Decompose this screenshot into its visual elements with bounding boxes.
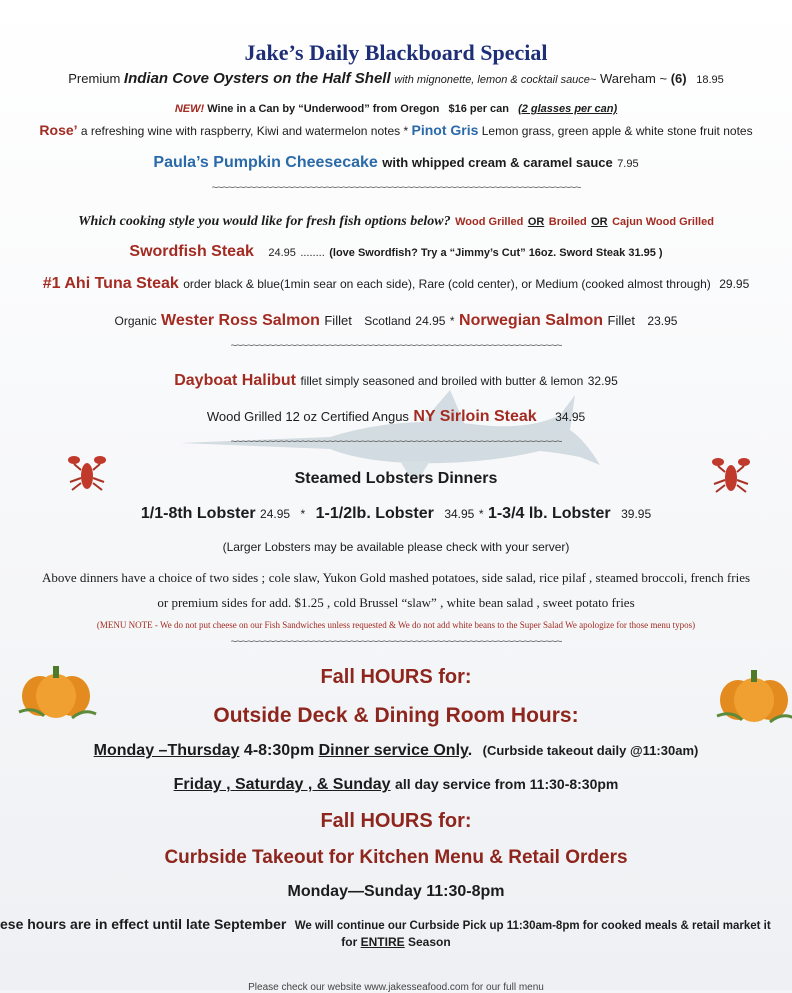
sirloin-price: 34.95: [555, 410, 586, 424]
lobster-heading: Steamed Lobsters Dinners: [294, 470, 498, 487]
fall-hours-heading-1: Fall HOURS for:: [320, 666, 472, 688]
cooking-line: [0, 212, 792, 230]
season-line: [0, 935, 792, 949]
halibut-desc: fillet simply seasoned and broiled with butter & lemon: [300, 374, 584, 388]
mon-sun-hours: Monday—Sunday 11:30-8pm: [287, 883, 505, 900]
salmon-suffix-2: Fillet: [607, 313, 635, 328]
lobster-1-price: 24.95: [260, 507, 291, 521]
oysters-price: 18.95: [696, 74, 724, 86]
lobster-3-price: 39.95: [621, 507, 652, 521]
divider: ~~~~~~~~~~~~~~~~~~~~~~~~~~~~~~~~~~~~~~~~~~~~~~~~~~~~~~~~~~~~~~~~~~~~: [211, 182, 581, 194]
salmon-price-1: 24.95: [415, 314, 446, 328]
salmon-name-2: Norwegian Salmon: [459, 312, 604, 329]
ahi-name: #1 Ahi Tuna Steak: [42, 275, 179, 292]
cooking-question: Which cooking style you would like for fresh fish options below?: [78, 214, 451, 229]
dinner-only-period: .: [467, 742, 473, 759]
oysters-name: Indian Cove Oysters on the Half Shell: [123, 70, 391, 87]
salmon-price-2: 23.95: [647, 314, 678, 328]
cheesecake-line: [0, 154, 792, 172]
lobster-note: (Larger Lobsters may be available please check with your server): [222, 540, 570, 554]
halibut-price: 32.95: [587, 374, 618, 388]
swordfish-price: 24.95: [268, 247, 296, 259]
effect-lead: ese hours are in effect until late September: [0, 916, 287, 932]
oysters-line: [0, 70, 792, 87]
rose-desc: a refreshing wine with raspberry, Kiwi and watermelon notes: [80, 124, 401, 138]
salmon-origin-1: Scotland: [364, 314, 411, 328]
lobster-prices-line: [0, 505, 792, 523]
cooking-opt-broiled: Broiled: [548, 216, 587, 228]
cheesecake-price: 7.95: [617, 158, 639, 170]
swordfish-promo: (love Swordfish? Try a “Jimmy’s Cut” 16oz. Sword Steak 31.95 ): [329, 247, 663, 259]
sides-line-2: [0, 595, 792, 611]
season-pre: for: [341, 935, 358, 949]
lobster-2-price: 34.95: [444, 507, 475, 521]
wines-line: [0, 122, 792, 138]
wine-can-line: [0, 103, 792, 115]
fall-hours-heading-2: Fall HOURS for:: [320, 810, 472, 832]
curbside-heading: Curbside Takeout for Kitchen Menu & Retail Orders: [164, 847, 628, 868]
oysters-count: (6): [670, 71, 687, 86]
sides-lead-2: or premium sides for add. $1.25 ,: [157, 595, 331, 610]
swordfish-dots: ........: [300, 247, 325, 259]
oysters-tilde: ~: [659, 71, 668, 86]
fri-sun-rest: all day service from 11:30-8:30pm: [395, 776, 619, 792]
wine-can-price: $16 per can: [448, 103, 509, 115]
mon-thu-line: [0, 742, 792, 760]
cooking-or-2: OR: [591, 216, 608, 228]
sides-line-1: [0, 570, 792, 586]
cheesecake-name: Paula’s Pumpkin Cheesecake: [153, 154, 378, 171]
new-label: NEW!: [174, 103, 205, 115]
menu-note: (MENU NOTE - We do not put cheese on our Fish Sandwiches unless requested & We do not add white beans to the Super Salad We apologize for those menu typos): [96, 620, 696, 630]
dinner-only: Dinner service Only: [318, 742, 468, 759]
lobster-3-name: 1-3/4 lb. Lobster: [487, 505, 611, 522]
halibut-line: [0, 372, 792, 390]
oysters-desc: with mignonette, lemon & cocktail sauce~: [394, 74, 597, 86]
wine-can-text: Wine in a Can by “Underwood” from Oregon: [207, 103, 440, 115]
pinot-name: Pinot Gris: [411, 122, 479, 138]
salmon-name-1: Wester Ross Salmon: [161, 312, 320, 329]
salmon-suffix-1: Fillet: [324, 313, 352, 328]
cooking-or-1: OR: [527, 216, 545, 228]
season-word: ENTIRE: [360, 935, 405, 949]
cheesecake-desc: with whipped cream & caramel sauce: [382, 155, 613, 170]
sides-rest-2: cold Brussel “slaw” , white bean salad , sweet potato fries: [333, 595, 635, 610]
swordfish-name: Swordfish Steak: [129, 243, 254, 260]
divider: ~~~~~~~~~~~~~~~~~~~~~~~~~~~~~~~~~~~~~~~~~~~~~~~~~~~~~~~~~~~~~: [230, 436, 562, 448]
deck-hours-heading: Outside Deck & Dining Room Hours:: [213, 704, 579, 727]
season-post: Season: [408, 935, 451, 949]
sirloin-line: [0, 408, 792, 426]
halibut-name: Dayboat Halibut: [174, 372, 297, 389]
ahi-desc: order black & blue(1min sear on each side), Rare (cold center), or Medium (cooked almost through): [183, 277, 711, 291]
wine-can-glasses: (2 glasses per can): [518, 103, 618, 115]
divider: ~~~~~~~~~~~~~~~~~~~~~~~~~~~~~~~~~~~~~~~~~~~~~~~~~~~~~~~~~~~~~: [230, 340, 562, 352]
mon-thu-days: Monday –Thursday: [93, 742, 240, 759]
sirloin-prefix: Wood Grilled 12 oz Certified Angus: [206, 409, 409, 424]
effect-rest: We will continue our Curbside Pick up 11:30am-8pm for cooked meals & retail market it: [294, 920, 771, 932]
cooking-opt-cajun: Cajun Wood Grilled: [612, 216, 714, 228]
effect-line: [0, 916, 792, 934]
mon-thu-time: 4-8:30pm: [243, 742, 315, 759]
salmon-star: *: [449, 314, 455, 328]
lobster-1-name: 1/1-8th Lobster: [140, 505, 256, 522]
pinot-desc: Lemon grass, green apple & white stone fruit notes: [481, 124, 753, 138]
sides-rest-1: cole slaw, Yukon Gold mashed potatoes, side salad, rice pilaf , steamed broccoli, french fries: [268, 570, 751, 585]
sides-lead-1: Above dinners have a choice of two sides ;: [41, 570, 266, 585]
lobster-2-name: 1-1/2lb. Lobster: [315, 505, 434, 522]
salmon-line: [0, 312, 792, 330]
swordfish-line: [0, 243, 792, 261]
fri-sun-line: [0, 776, 792, 794]
footer-note: Please check our website www.jakesseafood.com for our full menu: [248, 982, 544, 993]
oysters-prefix: Premium: [68, 71, 121, 86]
curbside-daily: (Curbside takeout daily @11:30am): [482, 743, 699, 758]
rose-name: Rose’: [39, 122, 78, 138]
salmon-prefix: Organic: [114, 314, 157, 328]
lobster-star: *: [300, 507, 306, 521]
divider: ~~~~~~~~~~~~~~~~~~~~~~~~~~~~~~~~~~~~~~~~~~~~~~~~~~~~~~~~~~~~~: [230, 636, 562, 648]
sirloin-name: NY Sirloin Steak: [413, 408, 537, 425]
wines-star: *: [403, 124, 409, 138]
oysters-place: Wareham: [599, 71, 656, 86]
lobster-star: *: [478, 507, 484, 521]
ahi-line: [0, 275, 792, 293]
cooking-opt-wood: Wood Grilled: [455, 216, 524, 228]
page-title: Jake’s Daily Blackboard Special: [244, 40, 548, 65]
fri-sun-days: Friday , Saturday , & Sunday: [173, 776, 391, 793]
ahi-price: 29.95: [719, 277, 750, 291]
